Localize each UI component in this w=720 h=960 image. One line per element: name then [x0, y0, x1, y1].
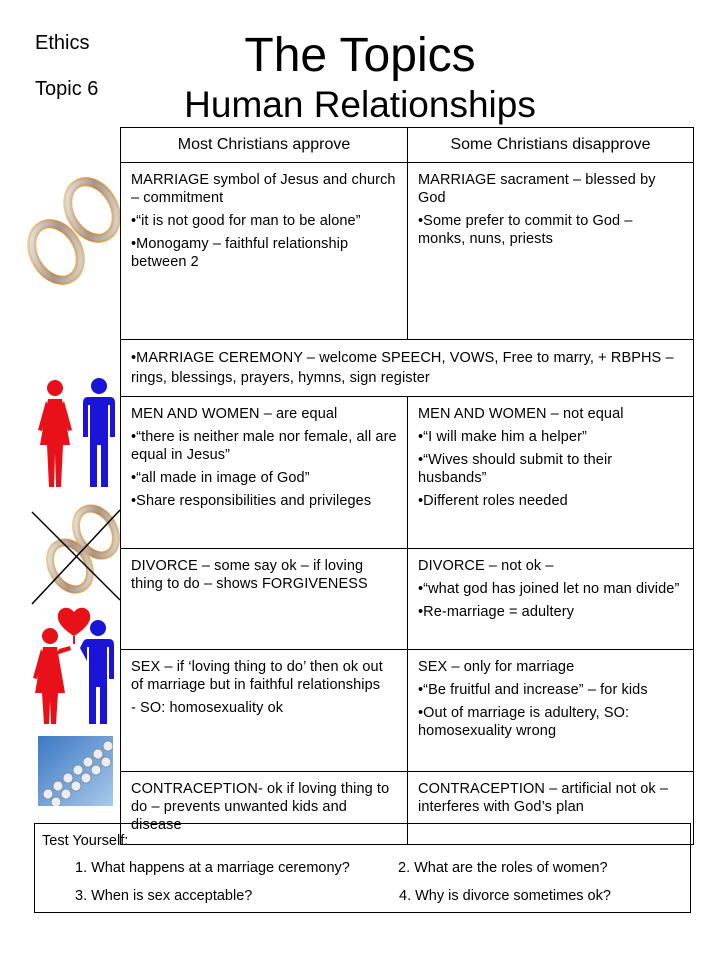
crossed-rings-icon: [28, 500, 123, 610]
cell-line: •Share responsibilities and privileges: [131, 493, 372, 509]
cell-line: MEN AND WOMEN – not equal: [418, 406, 624, 422]
cell-line: SEX – if ‘loving thing to do’ then ok out of marriage but in faithful relationships: [131, 659, 383, 693]
approve-header: Most Christians approve: [121, 128, 408, 163]
disapprove-header: Some Christians disapprove: [408, 128, 694, 163]
couple-heart-icon: [30, 606, 120, 726]
cell-line: SEX – only for marriage: [418, 659, 575, 675]
question-3: 3. When is sex acceptable?: [75, 888, 253, 904]
topics-table: [120, 127, 694, 845]
cell-line: •Monogamy – faithful relationship between 2: [131, 236, 349, 270]
cell-line: •Some prefer to commit to God – monks, nuns, priests: [418, 213, 633, 247]
man-woman-icon: [35, 375, 120, 490]
cell-line: •Out of marriage is adultery, SO: homosexuality wrong: [418, 705, 630, 739]
table-row: [121, 397, 694, 549]
cell-line: •Re-marriage = adultery: [418, 604, 575, 620]
cell-line: MARRIAGE symbol of Jesus and church – commitment: [131, 172, 396, 206]
topic-label: Topic 6: [35, 78, 99, 100]
cell-line: •“what god has joined let no man divide”: [418, 581, 680, 597]
table-row: [121, 650, 694, 772]
contraceptive-pills-icon: [38, 736, 113, 806]
test-yourself-box: [34, 823, 691, 913]
roles-disapprove-cell: [408, 397, 694, 549]
cell-line: DIVORCE – some say ok – if loving thing to do – shows FORGIVENESS: [131, 558, 368, 592]
cell-line: •“Wives should submit to their husbands”: [418, 452, 613, 486]
divorce-disapprove-cell: [408, 549, 694, 650]
marriage-approve-cell: [121, 163, 408, 340]
subject-label: Ethics: [35, 32, 90, 54]
cell-line: - SO: homosexuality ok: [131, 700, 284, 716]
question-4: 4. Why is divorce sometimes ok?: [399, 888, 611, 904]
cell-line: •MARRIAGE CEREMONY – welcome SPEECH, VOWS, Free to marry, + RBPHS – rings, blessings, prayers, hymns, sign register: [131, 350, 674, 386]
cell-line: •Different roles needed: [418, 493, 568, 509]
question-2: 2. What are the roles of women?: [398, 860, 608, 876]
question-1: 1. What happens at a marriage ceremony?: [75, 860, 350, 876]
cell-line: •“there is neither male nor female, all are equal in Jesus”: [131, 429, 397, 463]
cell-line: •“it is not good for man to be alone”: [131, 213, 361, 229]
divorce-approve-cell: [121, 549, 408, 650]
ceremony-cell: [121, 340, 694, 397]
cell-line: MARRIAGE sacrament – blessed by God: [418, 172, 656, 206]
cell-line: CONTRACEPTION – artificial not ok – interferes with God’s plan: [418, 781, 669, 815]
cell-line: DIVORCE – not ok –: [418, 558, 554, 574]
table-header-row: [121, 128, 694, 163]
cell-line: •“all made in image of God”: [131, 470, 310, 486]
marriage-disapprove-cell: [408, 163, 694, 340]
test-heading: Test Yourself:: [42, 833, 129, 849]
table-row: [121, 163, 694, 340]
table-row: [121, 340, 694, 397]
cell-line: •“Be fruitful and increase” – for kids: [418, 682, 648, 698]
sex-disapprove-cell: [408, 650, 694, 772]
table-row: [121, 549, 694, 650]
roles-approve-cell: [121, 397, 408, 549]
wedding-rings-icon: [20, 170, 120, 290]
page-subtitle: Human Relationships: [184, 84, 536, 125]
sex-approve-cell: [121, 650, 408, 772]
cell-line: MEN AND WOMEN – are equal: [131, 406, 338, 422]
cell-line: CONTRACEPTION- ok if loving thing to do – prevents unwanted kids and disease: [131, 781, 390, 833]
cell-line: •“I will make him a helper”: [418, 429, 587, 445]
page-title: The Topics: [244, 29, 476, 82]
